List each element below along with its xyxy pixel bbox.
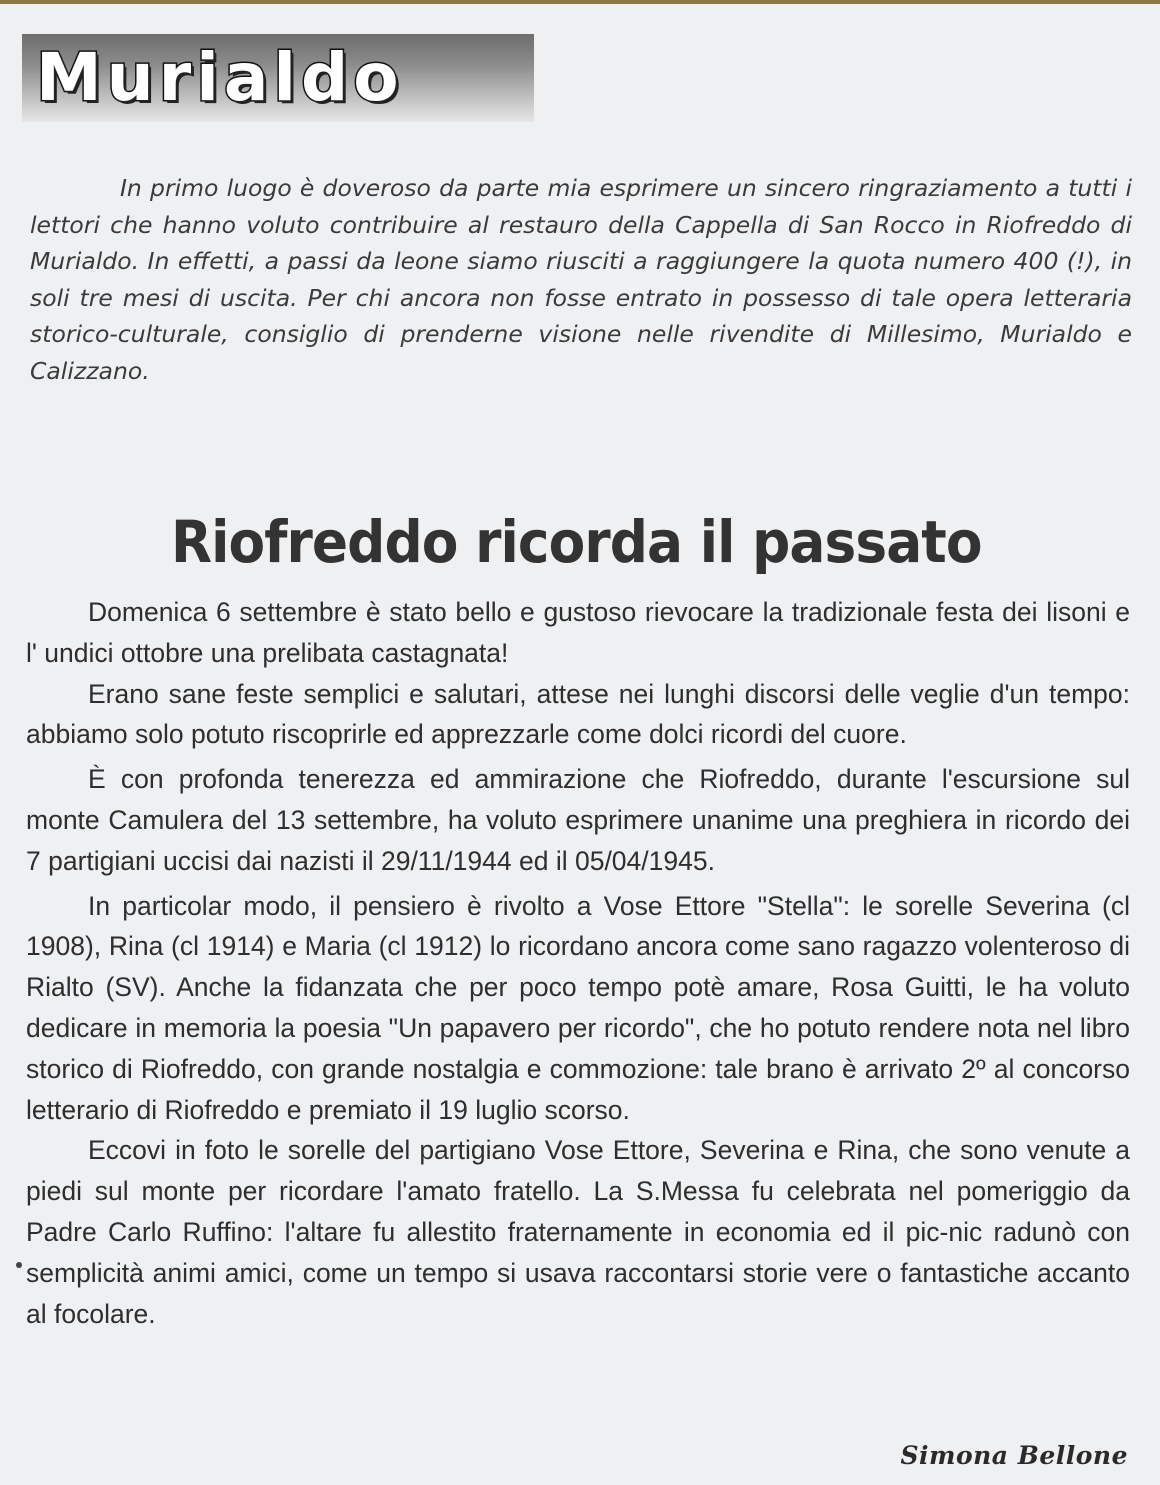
top-rule: [0, 0, 1160, 4]
intro-paragraph: In primo luogo è doveroso da parte mia esprimere un sincero ringraziamento a tutti i lettori che hanno voluto contribuire al restauro della Cappella di San Rocco in Riofreddo di Murialdo. In effetti, a passi da leone siamo riusciti a raggiungere la quota numero 400 (!), in soli tre mesi di uscita. Per chi ancora non fosse entrato in possesso di tale opera letteraria storico-culturale, consiglio di prenderne visione nelle rivendite di Millesimo, Murialdo e Calizzano.: [30, 174, 1132, 385]
article-body: [26, 592, 1130, 1334]
article-paragraph: In particolar modo, il pensiero è rivolto a Vose Ettore "Stella": le sorelle Severina (cl 1908), Rina (cl 1914) e Maria (cl 1912) lo ricordano ancora come sano ragazzo volenteroso di Rialto (SV). Anche la fidanzata che per poco tempo potè amare, Rosa Guitti, le ha voluto dedicare in memoria la poesia "Un papavero per ricordo", che ho potuto rendere nota nel libro storico di Riofreddo, con grande nostalgia e commozione: tale brano è arrivato 2º al concorso letterario di Riofreddo e premiato il 19 luglio scorso.: [26, 890, 1130, 1125]
article-paragraph: Erano sane feste semplici e salutari, attese nei lunghi discorsi delle veglie d'un tempo: abbiamo solo potuto riscoprirle ed apprezzarle come dolci ricordi del cuore.: [26, 678, 1130, 750]
margin-dot: [16, 1262, 22, 1268]
article-paragraph: Domenica 6 settembre è stato bello e gustoso rievocare la tradizionale festa dei lisoni e l' undici ottobre una prelibata castagnata!: [26, 597, 1130, 668]
masthead-title: Murialdo: [36, 39, 404, 116]
article-headline: Riofreddo ricorda il passato: [170, 508, 982, 576]
article-paragraph: Eccovi in foto le sorelle del partigiano Vose Ettore, Severina e Rina, che sono venute a piedi sul monte per ricordare l'amato fratello. La S.Messa fu celebrata nel pomeriggio da Padre Carlo Ruffino: l'altare fu allestito fraternamente in economia ed il pic-nic radunò con semplicità animi amici, come un tempo si usava raccontarsi storie vere o fantastiche accanto al focolare.: [26, 1135, 1130, 1329]
article-paragraph: È con profonda tenerezza ed ammirazione che Riofreddo, durante l'escursione sul monte Camulera del 13 settembre, ha voluto esprimere unanime una preghiera in ricordo dei 7 partigiani uccisi dai nazisti il 29/11/1944 ed il 05/04/1945.: [26, 764, 1130, 876]
masthead-banner: [22, 34, 534, 122]
author-signature: Simona Bellone: [900, 1441, 1128, 1470]
